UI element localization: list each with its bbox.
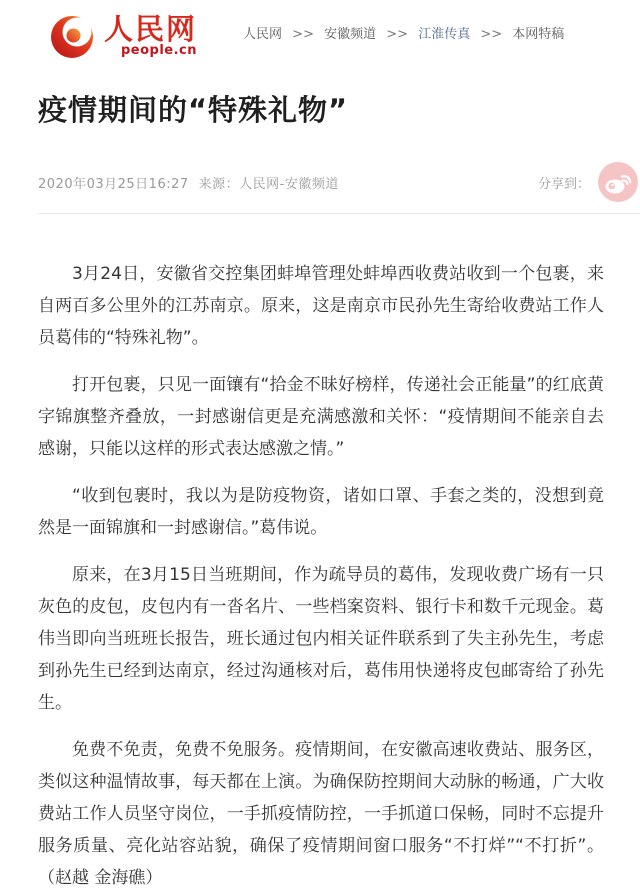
article-paragraph: 打开包裹，只见一面镶有“拾金不昧好榜样，传递社会正能量”的红底黄字锦旗整齐叠放，一封感谢信更是充满感激和关怀：“疫情期间不能亲自去感谢，只能以这样的形式表达感激之情。” (38, 375, 604, 460)
breadcrumb-separator: >> (386, 26, 409, 42)
site-header (0, 0, 640, 62)
article-source: 来源：人民网-安徽频道 (198, 176, 339, 192)
weibo-share-button[interactable] (598, 162, 638, 202)
article-title: 疫情期间的“特殊礼物” (38, 93, 349, 127)
header-divider (38, 213, 640, 214)
people-cn-logo-swirl-icon (48, 12, 98, 60)
article-meta-row (38, 162, 638, 202)
breadcrumb (243, 23, 564, 42)
breadcrumb-item-site-feature[interactable]: 本网特稿 (512, 26, 565, 42)
article-paragraph: 免费不免责，免费不免服务。疫情期间，在安徽高速收费站、服务区，类似这种温情故事，每天都在上演。为确保防控期间大动脉的畅通，广大收费站工作人员坚守岗位，一手抓疫情防控，一手抓道口保畅，同时不忘提升服务质量、亮化站容站貌，确保了疫情期间窗口服务“不打烊”“不打折”。（赵越 金海礁） (38, 740, 604, 889)
breadcrumb-item-peoplecn[interactable]: 人民网 (243, 26, 283, 42)
article-page (0, 92, 640, 894)
share-bar (538, 162, 638, 202)
article-paragraph: “收到包裹时，我以为是防疫物资，诸如口罩、手套之类的，没想到竟然是一面锦旗和一封感谢信。”葛伟说。 (38, 486, 604, 539)
article-body (38, 258, 604, 894)
article-meta (38, 173, 339, 192)
people-cn-logo[interactable] (48, 12, 197, 60)
article-paragraph: 原来，在3月15日当班期间，作为疏导员的葛伟，发现收费广场有一只灰色的皮包，皮包内有一沓名片、一些档案资料、银行卡和数千元现金。葛伟当即向当班班长报告，班长通过包内相关证件联系到了失主孙先生，考虑到孙先生已经到达南京，经过沟通核对后，葛伟用快递将皮包邮寄给了孙先生。 (38, 565, 604, 714)
breadcrumb-item-anhui-channel[interactable]: 安徽频道 (324, 26, 377, 42)
share-label: 分享到： (537, 176, 590, 192)
breadcrumb-separator: >> (292, 26, 314, 42)
publish-date: 2020年03月25日16:27 (38, 176, 189, 192)
logo-domain-wordmark: people.cn (120, 43, 198, 59)
weibo-icon (598, 162, 638, 202)
article-paragraph: 3月24日，安徽省交控集团蚌埠管理处蚌埠西收费站收到一个包裹，来自两百多公里外的江苏南京。原来，这是南京市民孙先生寄给收费站工作人员葛伟的“特殊礼物”。 (38, 264, 604, 349)
breadcrumb-item-jianghuai-news[interactable]: 江淮传真 (418, 26, 471, 42)
breadcrumb-separator: >> (480, 26, 503, 42)
logo-chinese-wordmark: 人民网 (104, 11, 198, 46)
people-cn-logo-text (104, 11, 198, 59)
